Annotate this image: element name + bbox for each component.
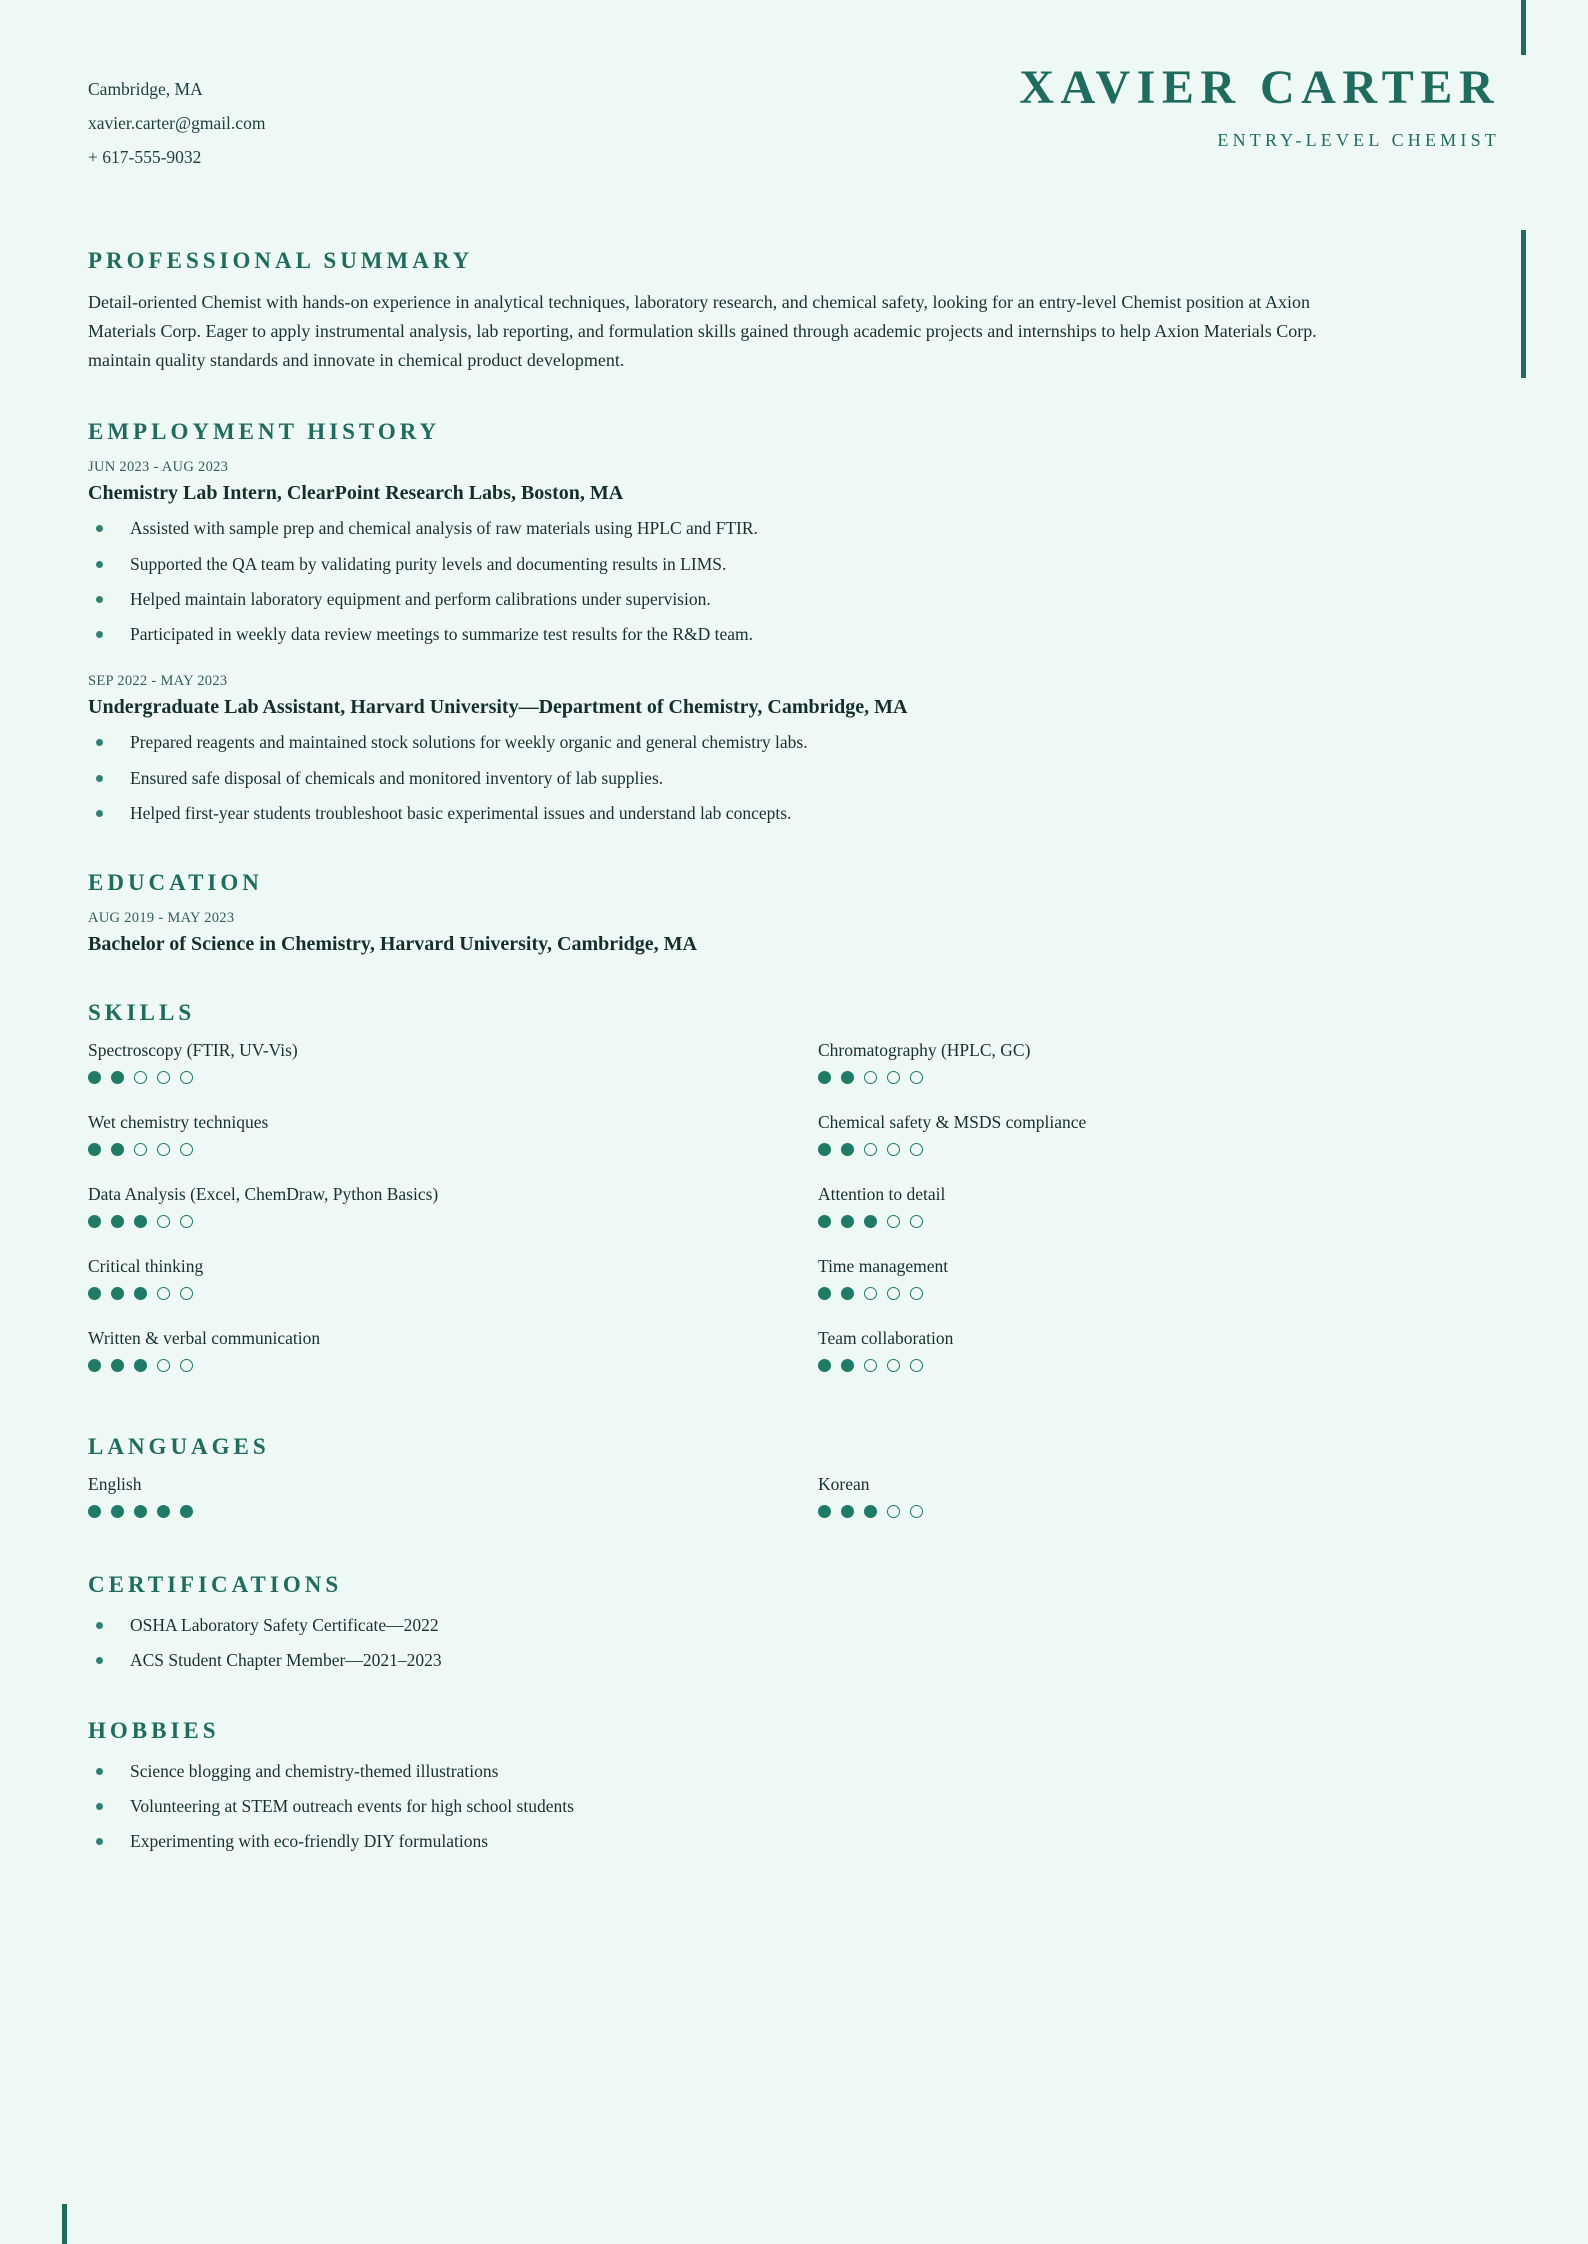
- rating-dot-empty: [180, 1287, 193, 1300]
- resume-header: [88, 0, 1500, 200]
- section-education: [88, 870, 1500, 956]
- rating-dot-filled: [111, 1505, 124, 1518]
- rating-dot-filled: [88, 1287, 101, 1300]
- rating-dot-filled: [88, 1359, 101, 1372]
- section-title-education: EDUCATION: [88, 870, 263, 896]
- rating-dot-empty: [910, 1143, 923, 1156]
- rating-dot-filled: [818, 1143, 831, 1156]
- accent-bar-middle: [1521, 230, 1526, 378]
- skill-item: [818, 1040, 1500, 1084]
- rating-dot-filled: [111, 1215, 124, 1228]
- list-item: Experimenting with eco-friendly DIY formulations: [88, 1828, 1500, 1854]
- skill-item: [88, 1328, 770, 1372]
- rating-dot-empty: [910, 1505, 923, 1518]
- section-title-skills: SKILLS: [88, 1000, 196, 1026]
- summary-text: Detail-oriented Chemist with hands-on experience in analytical techniques, laboratory research, and chemical safety, looking for an entry-level Chemist position at Axion Materials Corp. Eager to apply instrumental analysis, lab reporting, and formulation skills gained through academic projects and internships to help Axion Materials Corp. maintain quality standards and innovate in chemical product development.: [88, 292, 1317, 371]
- skill-rating: [88, 1287, 770, 1300]
- employment-title: Undergraduate Lab Assistant, Harvard University—Department of Chemistry, Cambridge, MA: [88, 696, 908, 719]
- skill-item: [88, 1184, 770, 1228]
- skill-rating: [818, 1071, 1500, 1084]
- rating-dot-filled: [841, 1359, 854, 1372]
- contact-location: Cambridge, MA: [88, 79, 203, 99]
- rating-dot-filled: [818, 1505, 831, 1518]
- education-list: [88, 910, 1500, 956]
- skill-item: [818, 1256, 1500, 1300]
- skill-name: Time management: [818, 1256, 949, 1277]
- skill-rating: [88, 1215, 770, 1228]
- rating-dot-filled: [841, 1143, 854, 1156]
- rating-dot-filled: [841, 1287, 854, 1300]
- rating-dot-empty: [887, 1215, 900, 1228]
- employment-entry: [88, 459, 1500, 647]
- employment-entry: [88, 673, 1500, 826]
- rating-dot-filled: [841, 1071, 854, 1084]
- skill-item: [88, 1256, 770, 1300]
- skill-name: Chemical safety & MSDS compliance: [818, 1112, 1087, 1133]
- rating-dot-filled: [88, 1143, 101, 1156]
- rating-dot-filled: [134, 1287, 147, 1300]
- skill-name: Spectroscopy (FTIR, UV-Vis): [88, 1040, 298, 1061]
- skill-rating: [818, 1215, 1500, 1228]
- rating-dot-empty: [864, 1143, 877, 1156]
- rating-dot-filled: [818, 1287, 831, 1300]
- section-skills: [88, 1000, 1500, 1400]
- skill-rating: [818, 1143, 1500, 1156]
- skill-name: Data Analysis (Excel, ChemDraw, Python Basics): [88, 1184, 439, 1205]
- rating-dot-empty: [864, 1071, 877, 1084]
- rating-dot-filled: [111, 1071, 124, 1084]
- rating-dot-filled: [134, 1215, 147, 1228]
- education-date: AUG 2019 - MAY 2023: [88, 910, 235, 927]
- language-item: [88, 1474, 770, 1518]
- list-item: Ensured safe disposal of chemicals and monitored inventory of lab supplies.: [88, 765, 1500, 791]
- contact-phone: + 617-555-9032: [88, 147, 202, 168]
- name-block: [1019, 61, 1500, 151]
- skill-name: Chromatography (HPLC, GC): [818, 1040, 1031, 1061]
- rating-dot-filled: [180, 1505, 193, 1518]
- rating-dot-empty: [864, 1287, 877, 1300]
- rating-dot-empty: [157, 1359, 170, 1372]
- certifications-list: [88, 1612, 1500, 1674]
- rating-dot-filled: [157, 1505, 170, 1518]
- list-item: Prepared reagents and maintained stock solutions for weekly organic and general chemistry labs.: [88, 729, 1500, 755]
- skill-name: Wet chemistry techniques: [88, 1112, 269, 1133]
- skill-item: [88, 1040, 770, 1084]
- skill-rating: [88, 1359, 770, 1372]
- rating-dot-filled: [111, 1287, 124, 1300]
- rating-dot-empty: [887, 1359, 900, 1372]
- rating-dot-filled: [111, 1359, 124, 1372]
- language-name: English: [88, 1474, 142, 1495]
- skill-rating: [88, 1143, 770, 1156]
- skill-item: [818, 1112, 1500, 1156]
- skill-item: [88, 1112, 770, 1156]
- rating-dot-filled: [818, 1071, 831, 1084]
- section-employment-history: [88, 419, 1500, 826]
- rating-dot-empty: [887, 1143, 900, 1156]
- skill-name: Team collaboration: [818, 1328, 954, 1349]
- skill-item: [818, 1184, 1500, 1228]
- education-title: Bachelor of Science in Chemistry, Harvard University, Cambridge, MA: [88, 933, 698, 956]
- rating-dot-empty: [180, 1071, 193, 1084]
- rating-dot-empty: [910, 1287, 923, 1300]
- list-item: Science blogging and chemistry-themed illustrations: [88, 1758, 1500, 1784]
- rating-dot-empty: [134, 1143, 147, 1156]
- list-item: Helped first-year students troubleshoot basic experimental issues and understand lab concepts.: [88, 800, 1500, 826]
- accent-bar-top: [1521, 0, 1526, 55]
- skill-name: Written & verbal communication: [88, 1328, 321, 1349]
- rating-dot-filled: [841, 1215, 854, 1228]
- language-name: Korean: [818, 1474, 870, 1495]
- employment-bullets: [88, 729, 1500, 826]
- rating-dot-filled: [841, 1505, 854, 1518]
- skill-item: [818, 1328, 1500, 1372]
- section-professional-summary: [88, 248, 1500, 375]
- rating-dot-empty: [157, 1287, 170, 1300]
- language-rating: [88, 1505, 770, 1518]
- rating-dot-filled: [818, 1215, 831, 1228]
- section-languages: [88, 1434, 1500, 1528]
- rating-dot-empty: [134, 1071, 147, 1084]
- rating-dot-filled: [134, 1359, 147, 1372]
- rating-dot-filled: [88, 1505, 101, 1518]
- list-item: Helped maintain laboratory equipment and perform calibrations under supervision.: [88, 586, 1500, 612]
- section-certifications: [88, 1572, 1500, 1674]
- rating-dot-empty: [180, 1215, 193, 1228]
- skills-grid: [88, 1040, 1500, 1400]
- rating-dot-empty: [157, 1143, 170, 1156]
- section-title-certifications: CERTIFICATIONS: [88, 1572, 343, 1598]
- language-item: [818, 1474, 1500, 1518]
- section-hobbies: [88, 1718, 1500, 1855]
- hobbies-list: [88, 1758, 1500, 1855]
- rating-dot-filled: [88, 1071, 101, 1084]
- skill-name: Critical thinking: [88, 1256, 204, 1277]
- rating-dot-filled: [864, 1215, 877, 1228]
- candidate-role: ENTRY-LEVEL CHEMIST: [1217, 130, 1500, 150]
- contact-block: [88, 72, 265, 174]
- rating-dot-filled: [88, 1215, 101, 1228]
- rating-dot-empty: [887, 1071, 900, 1084]
- rating-dot-empty: [910, 1359, 923, 1372]
- list-item: OSHA Laboratory Safety Certificate—2022: [88, 1612, 1500, 1638]
- rating-dot-empty: [157, 1215, 170, 1228]
- rating-dot-empty: [157, 1071, 170, 1084]
- skill-name: Attention to detail: [818, 1184, 946, 1205]
- rating-dot-filled: [818, 1359, 831, 1372]
- candidate-name: XAVIER CARTER: [1019, 61, 1500, 114]
- contact-email: xavier.carter@gmail.com: [88, 113, 266, 134]
- employment-bullets: [88, 515, 1500, 647]
- accent-bar-bottom: [62, 2204, 67, 2244]
- list-item: Participated in weekly data review meetings to summarize test results for the R&D team.: [88, 621, 1500, 647]
- rating-dot-filled: [864, 1505, 877, 1518]
- rating-dot-empty: [910, 1215, 923, 1228]
- section-title-languages: LANGUAGES: [88, 1434, 270, 1460]
- employment-date: JUN 2023 - AUG 2023: [88, 459, 229, 476]
- rating-dot-filled: [134, 1505, 147, 1518]
- section-title-summary: PROFESSIONAL SUMMARY: [88, 248, 474, 273]
- list-item: Supported the QA team by validating purity levels and documenting results in LIMS.: [88, 551, 1500, 577]
- section-title-hobbies: HOBBIES: [88, 1717, 220, 1743]
- language-rating: [818, 1505, 1500, 1518]
- list-item: Assisted with sample prep and chemical analysis of raw materials using HPLC and FTIR.: [88, 515, 1500, 541]
- languages-grid: [88, 1474, 1500, 1528]
- skill-rating: [88, 1071, 770, 1084]
- list-item: Volunteering at STEM outreach events for high school students: [88, 1793, 1500, 1819]
- employment-title: Chemistry Lab Intern, ClearPoint Research Labs, Boston, MA: [88, 482, 624, 505]
- section-title-employment: EMPLOYMENT HISTORY: [88, 419, 441, 445]
- rating-dot-empty: [910, 1071, 923, 1084]
- skill-rating: [818, 1287, 1500, 1300]
- education-entry: [88, 910, 1500, 956]
- rating-dot-empty: [180, 1143, 193, 1156]
- rating-dot-empty: [180, 1359, 193, 1372]
- rating-dot-empty: [887, 1505, 900, 1518]
- rating-dot-empty: [864, 1359, 877, 1372]
- rating-dot-empty: [887, 1287, 900, 1300]
- employment-date: SEP 2022 - MAY 2023: [88, 673, 228, 690]
- list-item: ACS Student Chapter Member—2021–2023: [88, 1647, 1500, 1673]
- rating-dot-filled: [111, 1143, 124, 1156]
- employment-list: [88, 459, 1500, 826]
- skill-rating: [818, 1359, 1500, 1372]
